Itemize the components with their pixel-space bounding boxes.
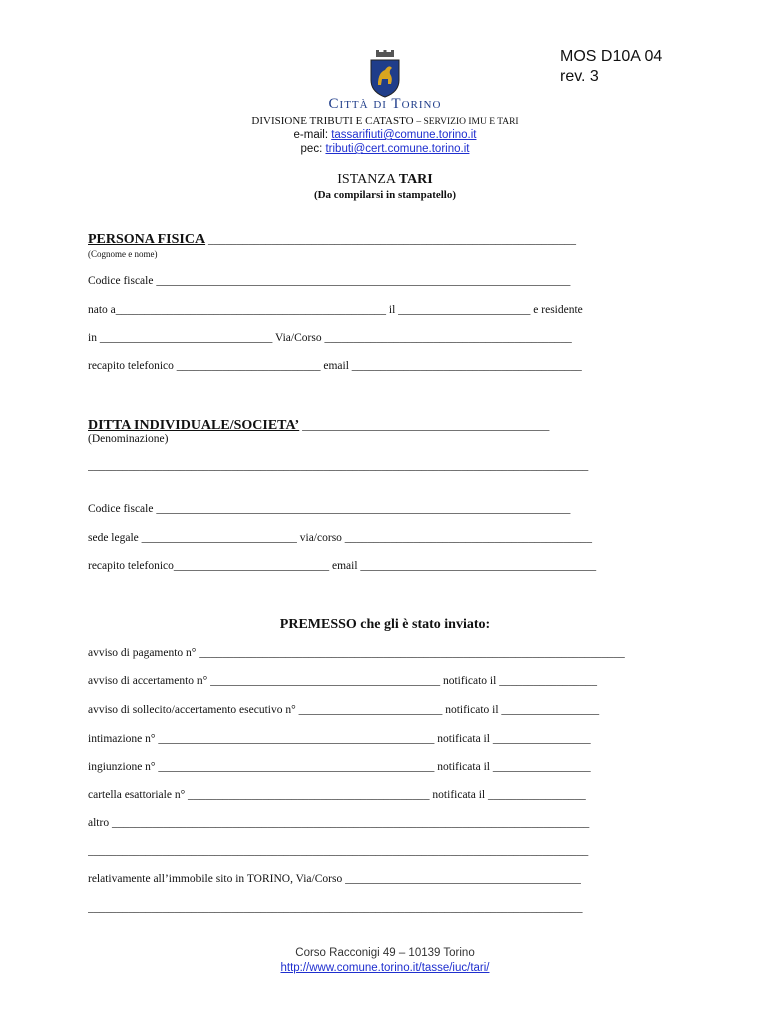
document-revision: rev. 3 bbox=[560, 68, 599, 85]
persona-name-field[interactable]: ________________________________________________________________ bbox=[205, 234, 576, 246]
footer-url-link[interactable]: http://www.comune.torino.it/tasse/iuc/tari/ bbox=[280, 962, 490, 974]
form-title-tari: TARI bbox=[398, 172, 433, 187]
ditta-sede-field[interactable]: sede legale ___________________________ via/corso ___________________________________________ bbox=[88, 532, 593, 544]
altro-continuation-field[interactable]: _______________________________________________________________________________________ bbox=[88, 845, 589, 857]
premesso-heading: PREMESSO che gli è stato inviato: bbox=[279, 617, 491, 632]
city-crest-icon bbox=[367, 50, 403, 98]
footer-url-row bbox=[0, 962, 770, 974]
pec-link[interactable]: tributi@cert.comune.torino.it bbox=[325, 143, 470, 155]
service-name: – SERVIZIO IMU E TARI bbox=[416, 117, 519, 127]
division-line bbox=[0, 115, 770, 127]
document-code-id: MOS D10A 04 bbox=[560, 48, 663, 65]
ditta-denomination-field[interactable]: _______________________________________________________________________________________ bbox=[88, 460, 589, 472]
ditta-note: (Denominazione) bbox=[88, 433, 169, 445]
form-subtitle: (Da compilarsi in stampatello) bbox=[313, 189, 457, 201]
persona-heading-row bbox=[88, 232, 678, 248]
footer-address: Corso Racconigi 49 – 10139 Torino bbox=[295, 947, 475, 959]
persona-contact-field[interactable]: recapito telefonico _________________________ email ________________________________________ bbox=[88, 360, 582, 372]
avviso-pagamento-field[interactable]: avviso di pagamento n° __________________________________________________________________________ bbox=[88, 647, 625, 659]
pec-label: pec: bbox=[300, 143, 326, 155]
form-title-prefix: ISTANZA bbox=[337, 172, 399, 187]
email-label: e-mail: bbox=[293, 129, 332, 141]
ingiunzione-field[interactable]: ingiunzione n° ________________________________________________ notificata il _________________ bbox=[88, 761, 591, 773]
avviso-sollecito-field[interactable]: avviso di sollecito/accertamento esecutivo n° _________________________ notificato il _________________ bbox=[88, 704, 600, 716]
persona-codice-fiscale-field[interactable]: Codice fiscale ________________________________________________________________________ bbox=[88, 275, 571, 287]
ditta-heading-row bbox=[88, 418, 678, 434]
ditta-heading: DITTA INDIVIDUALE/SOCIETA’ bbox=[88, 418, 300, 433]
ditta-contact-field[interactable]: recapito telefonico___________________________ email _________________________________________ bbox=[88, 560, 597, 572]
city-name: Città di Torino bbox=[328, 96, 442, 112]
persona-birth-field[interactable]: nato a_______________________________________________ il _______________________ e residente bbox=[88, 304, 583, 316]
persona-note: (Cognome e nome) bbox=[88, 249, 158, 259]
immobile-address-continuation-field[interactable]: ______________________________________________________________________________________ bbox=[88, 902, 583, 914]
altro-field[interactable]: altro ___________________________________________________________________________________ bbox=[88, 817, 590, 829]
email-line bbox=[0, 129, 770, 141]
intimazione-field[interactable]: intimazione n° ________________________________________________ notificata il _________________ bbox=[88, 733, 591, 745]
ditta-name-field[interactable]: ___________________________________________ bbox=[299, 420, 550, 432]
cartella-esattoriale-field[interactable]: cartella esattoriale n° __________________________________________ notificata il _________________ bbox=[88, 789, 586, 801]
immobile-address-field[interactable]: relativamente all’immobile sito in TORINO, Via/Corso _________________________________________ bbox=[88, 873, 581, 885]
ditta-codice-fiscale-field[interactable]: Codice fiscale ________________________________________________________________________ bbox=[88, 503, 571, 515]
email-link[interactable]: tassarifiuti@comune.torino.it bbox=[331, 129, 477, 141]
persona-residence-field[interactable]: in ______________________________ Via/Corso ___________________________________________ bbox=[88, 332, 572, 344]
pec-line bbox=[0, 143, 770, 155]
avviso-accertamento-field[interactable]: avviso di accertamento n° ________________________________________ notificato il _________________ bbox=[88, 675, 597, 687]
form-title bbox=[0, 172, 770, 188]
document-code bbox=[560, 47, 662, 87]
division-name: DIVISIONE TRIBUTI E CATASTO bbox=[251, 115, 414, 127]
persona-heading: PERSONA FISICA bbox=[88, 232, 206, 247]
